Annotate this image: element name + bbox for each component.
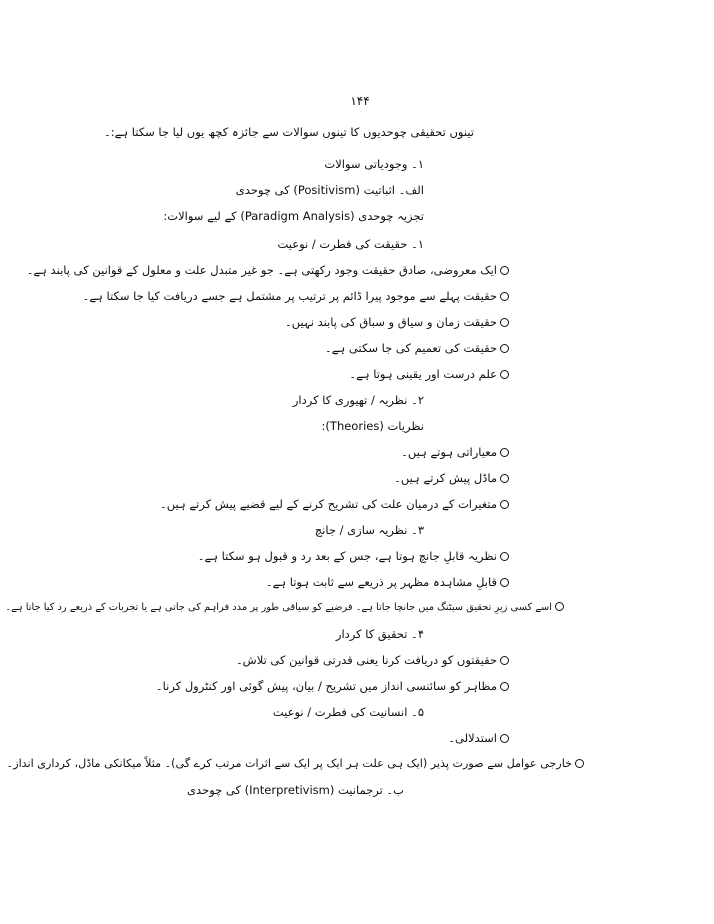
line-text: حقیقت پہلے سے موجود پیرا ڈائم پر ترتیب پر مشتمل ہے جسے دریافت کیا جا سکتا ہے۔ (82, 289, 497, 303)
text-line (315, 522, 424, 538)
line-text: ایک معروضی، صادق حقیقت وجود رکھتی ہے۔ جو غیر متبدل علت و معلول کے قوانین کی پابند ہے۔ (26, 263, 497, 277)
line-text: قابلِ مشاہدہ مظہر پر ذریعے سے ثابت ہوتا ہے۔ (265, 575, 497, 589)
bullet-circle-icon (555, 602, 564, 611)
page-number: ۱۴۴ (350, 94, 370, 108)
bullet-line (236, 652, 509, 668)
text-line (277, 236, 424, 252)
line-text: ۳۔ نظریہ سازی / جانچ (314, 523, 424, 537)
line-text: استدلالی۔ (448, 731, 497, 745)
line-text: متغیرات کے درمیان علت کی تشریح کرنے کے لیے قضیے پیش کرتے ہیں۔ (160, 497, 497, 511)
bullet-line (325, 340, 509, 356)
bullet-line (7, 756, 584, 772)
bullet-circle-icon (500, 552, 509, 561)
line-text: ب۔ ترجمانیت (Interpretivism) کی چوحدی (187, 783, 404, 797)
bullet-circle-icon (500, 318, 509, 327)
line-text: ۵۔ انسانیت کی فطرت / نوعیت (272, 705, 424, 719)
line-text: ۱۔ حقیقت کی فطرت / نوعیت (277, 237, 424, 251)
bullet-line (285, 314, 509, 330)
line-text: نظریات (Theories): (321, 419, 424, 433)
bullet-circle-icon (500, 682, 509, 691)
bullet-circle-icon (500, 656, 509, 665)
text-line (187, 782, 404, 798)
bullet-line (401, 444, 509, 460)
bullet-line (394, 470, 509, 486)
text-line (336, 626, 424, 642)
bullet-circle-icon (500, 344, 509, 353)
text-line (104, 124, 474, 140)
text-line (236, 182, 424, 198)
text-line (322, 418, 424, 434)
line-text: تینوں تحقیقی چوحدیوں کا تینوں سوالات سے جائزہ کچھ یوں لیا جا سکتا ہے:۔ (104, 125, 474, 139)
bullet-circle-icon (500, 370, 509, 379)
text-line (163, 208, 424, 224)
line-text: حقیقت کی تعمیم کی جا سکتی ہے۔ (325, 341, 497, 355)
bullet-line (5, 600, 564, 616)
bullet-circle-icon (500, 474, 509, 483)
bullet-circle-icon (500, 292, 509, 301)
line-text: تجزیہ چوحدی (Paradigm Analysis) کے لیے سوالات: (163, 209, 424, 223)
bullet-line (198, 548, 509, 564)
line-text: ۴۔ تحقیق کا کردار (335, 627, 424, 641)
line-text: مظاہر کو سائنسی انداز میں تشریح / بیان، پیش گوئی اور کنٹرول کرنا۔ (155, 679, 497, 693)
line-text: اسے کسی زیرِ تحقیق سیٹنگ میں جانچا جاتا ہے۔ فرضیے کو سیاقی طور پر مدد فراہم کی جاتی ہے یا تجربات کے ذریعے رد کیا جاتا ہے۔ (5, 602, 552, 613)
bullet-line (349, 366, 509, 382)
line-text: ۱۔ وجودیاتی سوالات (324, 157, 424, 171)
line-text: علم درست اور یقینی ہوتا ہے۔ (349, 367, 497, 381)
line-text: خارجی عوامل سے صورت پذیر (ایک ہی علت ہر ایک پر ایک سے اثرات مرتب کرے گی)۔ مثلاً میکانکی ماڈل، کرداری انداز۔ (6, 757, 572, 770)
bullet-line (83, 288, 509, 304)
bullet-circle-icon (575, 759, 584, 768)
line-text: حقیقت زمان و سیاق و سباق کی پابند نہیں۔ (285, 315, 497, 329)
bullet-circle-icon (500, 734, 509, 743)
line-text: ۲۔ نظریہ / تھیوری کا کردار (292, 393, 424, 407)
bullet-circle-icon (500, 578, 509, 587)
bullet-circle-icon (500, 448, 509, 457)
line-text: حقیقتوں کو دریافت کرنا یعنی قدرتی قوانین کی تلاش۔ (235, 653, 497, 667)
line-text: معیاراتی ہوتے ہیں۔ (401, 445, 497, 459)
line-text: الف۔ اثباتیت (Positivism) کی چوحدی (235, 183, 424, 197)
line-text: نظریہ قابلِ جانچ ہوتا ہے، جس کے بعد رد و قبول ہو سکتا ہے۔ (197, 549, 497, 563)
bullet-line (448, 730, 509, 746)
bullet-line (27, 262, 509, 278)
bullet-line (266, 574, 509, 590)
text-line (324, 156, 424, 172)
bullet-circle-icon (500, 266, 509, 275)
bullet-line (160, 496, 509, 512)
line-text: ماڈل پیش کرتے ہیں۔ (394, 471, 497, 485)
bullet-circle-icon (500, 500, 509, 509)
text-line (273, 704, 424, 720)
bullet-line (156, 678, 509, 694)
text-line (293, 392, 424, 408)
